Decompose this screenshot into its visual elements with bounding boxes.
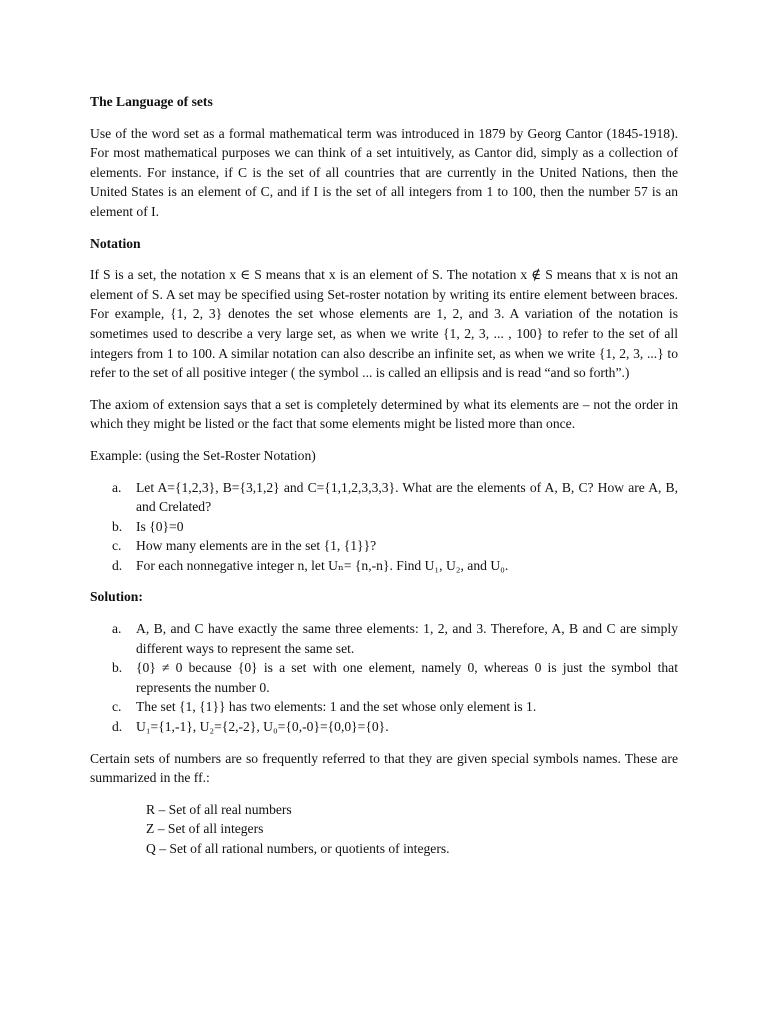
list-marker: a. xyxy=(112,479,122,495)
list-item xyxy=(112,717,678,737)
list-item-text: {0} ≠ 0 because {0} is a set with one element, namely 0, whereas 0 is just the symbol that represents the number 0. xyxy=(136,660,678,695)
list-item-text: The set {1, {1}} has two elements: 1 and the set whose only element is 1. xyxy=(136,699,537,715)
list-item-text: Is {0}=0 xyxy=(136,518,184,534)
list-marker: c. xyxy=(112,538,122,554)
notation-heading: Notation xyxy=(90,235,141,251)
list-item xyxy=(112,619,678,658)
list-item-text: Let A={1,2,3}, B={3,1,2} and C={1,1,2,3,3,3}. What are the elements of A, B, C? How are A, B, and Crelated? xyxy=(136,479,678,515)
special-sets-list xyxy=(90,800,678,859)
list-item-text: For each nonnegative integer n, let Uₙ= {n,-n}. Find U₁, U₂, and U₀. xyxy=(136,557,509,573)
example-list xyxy=(90,478,678,576)
list-item xyxy=(112,658,678,697)
list-item xyxy=(112,697,678,717)
special-sets-paragraph: Certain sets of numbers are so frequently referred to that they are given special symbols names. These are summarized in the ff.: xyxy=(90,750,678,786)
example-heading: Example: (using the Set-Roster Notation) xyxy=(90,447,316,463)
document-page xyxy=(90,92,678,859)
solution-heading: Solution: xyxy=(90,589,143,605)
special-set-integers: Z – Set of all integers xyxy=(146,821,264,837)
special-set-real: R – Set of all real numbers xyxy=(146,801,292,817)
notation-paragraph: If S is a set, the notation x ∈ S means that x is an element of S. The notation x ∉ S means that x is not an element of S. A set may be specified using Set-roster notation by writing its entire element between braces. For example, {1, 2, 3} denotes the set whose elements are 1, 2, and 3. A variation of the notation is sometimes used to describe a very large set, as when we write {1, 2, 3, ... , 100} to refer to the set of all integers from 1 to 100. A similar notation can also describe an infinite set, as when we write {1, 2, 3, ...} to refer to the set of all positive integer ( the symbol ... is called an ellipsis and is read “and so forth”.) xyxy=(90,267,678,381)
list-item xyxy=(112,536,678,556)
list-item xyxy=(112,478,678,517)
list-marker: b. xyxy=(112,660,123,676)
list-marker: a. xyxy=(112,621,122,637)
list-item-text: U₁={1,-1}, U₂={2,-2}, U₀={0,-0}={0,0}={0}. xyxy=(136,719,389,735)
list-marker: c. xyxy=(112,699,122,715)
list-marker: b. xyxy=(112,518,123,534)
special-set-rational: Q – Set of all rational numbers, or quotients of integers. xyxy=(146,841,450,856)
intro-paragraph: Use of the word set as a formal mathematical term was introduced in 1879 by Georg Cantor (1845-1918). For most mathematical purposes we can think of a set intuitively, as Cantor did, simply as a collection of elements. For instance, if C is the set of all countries that are currently in the United Nations, then the United States is an element of C, and if I is the set of all integers from 1 to 100, then the number 57 is an element of I. xyxy=(90,125,678,219)
list-marker: d. xyxy=(112,719,123,735)
axiom-paragraph: The axiom of extension says that a set is completely determined by what its elements are – not the order in which they might be listed or the fact that some elements might be listed more than once. xyxy=(90,396,678,432)
list-item-text: A, B, and C have exactly the same three elements: 1, 2, and 3. Therefore, A, B and C are simply different ways to represent the same set. xyxy=(136,621,678,656)
document-title: The Language of sets xyxy=(90,94,213,109)
list-item-text: How many elements are in the set {1, {1}}? xyxy=(136,538,377,554)
list-item xyxy=(112,556,678,576)
list-marker: d. xyxy=(112,557,123,573)
solution-list xyxy=(90,619,678,737)
list-item xyxy=(112,517,678,537)
